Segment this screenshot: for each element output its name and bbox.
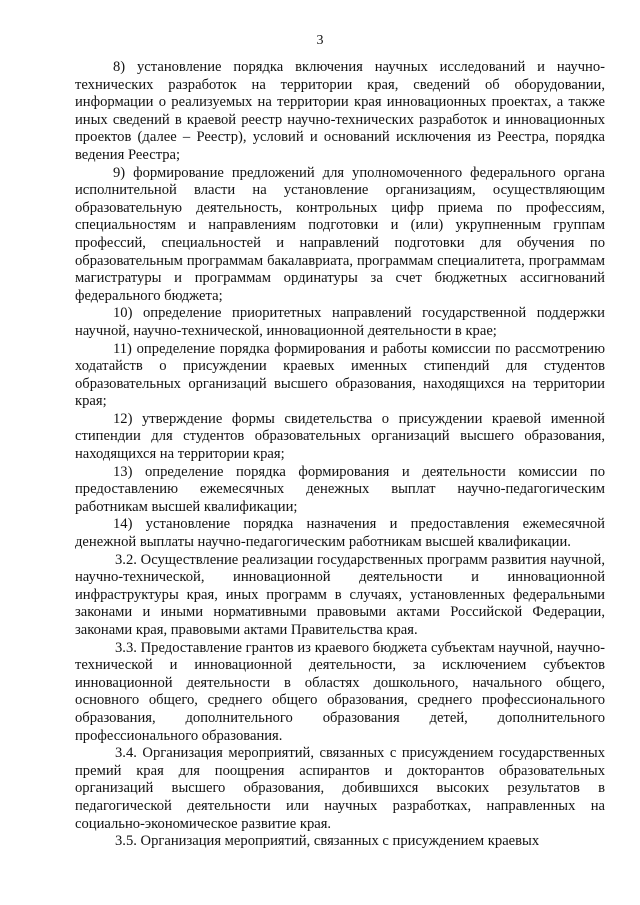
paragraph-section-3-4: 3.4. Организация мероприятий, связанных с присуждением государственных премий края для поощрения аспирантов и докторантов образовательных организаций высшего образования, добившихся высоких результатов в педагогической деятельности или научных разработках, направленных на социально-экономическое развитие края.	[75, 745, 605, 832]
paragraph-item-11: 11) определение порядка формирования и работы комиссии по рассмотрению ходатайств о присуждении краевых именных стипендий для студентов образовательных организаций высшего образования, находящихся на территории края;	[75, 340, 605, 410]
paragraph-section-3-2: 3.2. Осуществление реализации государственных программ развития научной, научно-технической, инновационной деятельности и инновационной инфраструктуры края, иных программ в случаях, установленных федеральными законами и иными нормативными правовыми актами Российской Федерации, законами края, правовыми актами Правительства края.	[75, 551, 605, 638]
page-number: 3	[316, 33, 324, 48]
paragraph-item-12: 12) утверждение формы свидетельства о присуждении краевой именной стипендии для студентов образовательных организаций высшего образования, находящихся на территории края;	[75, 410, 605, 463]
document-body	[75, 59, 605, 851]
paragraph-item-14: 14) установление порядка назначения и предоставления ежемесячной денежной выплаты научно-педагогическим работникам высшей квалификации.	[75, 516, 605, 551]
paragraph-item-8: 8) установление порядка включения научных исследований и научно-технических разработок на территории края, сведений об оборудовании, информации о реализуемых на территории края инновационных проектах, а также иных сведений в краевой реестр научно-технических разработок и инновационных проектов (далее – Реестр), условий и оснований исключения из Реестра, порядка ведения Реестра;	[75, 59, 605, 163]
paragraph-item-13: 13) определение порядка формирования и деятельности комиссии по предоставлению ежемесячных денежных выплат научно-педагогическим работникам высшей квалификации;	[75, 463, 605, 515]
paragraph-item-10: 10) определение приоритетных направлений государственной поддержки научной, научно-технической, инновационной деятельности в крае;	[75, 305, 605, 339]
paragraph-section-3-5: 3.5. Организация мероприятий, связанных с присуждением краевых	[115, 833, 540, 850]
paragraph-item-9: 9) формирование предложений для уполномоченного федерального органа исполнительной власти на установление организациям, осуществляющим образовательную деятельность, контрольных цифр приема по профессиям, специальностям и направлениям подготовки и (или) укрупненным группам профессий, специальностей и направлений подготовки для обучения по образовательным программам бакалавриата, программам специалитета, программам магистратуры и программам ординатуры за счет бюджетных ассигнований федерального бюджета;	[75, 164, 605, 304]
paragraph-section-3-3: 3.3. Предоставление грантов из краевого бюджета субъектам научной, научно-технической и инновационной деятельности, за исключением субъектов инновационной деятельности в областях дошкольного, начального общего, основного общего, среднего общего образования, среднего профессионального образования, дополнительного образования детей, дополнительного профессионального образования.	[75, 639, 605, 744]
